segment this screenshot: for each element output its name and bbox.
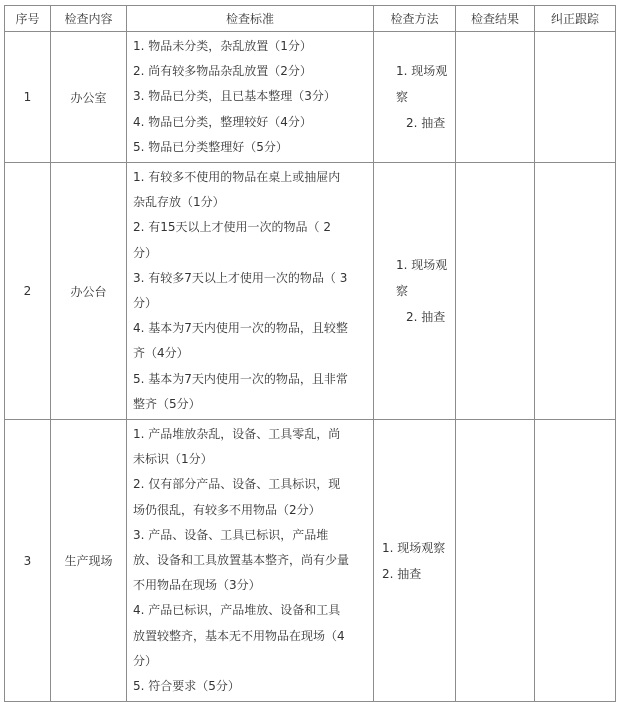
header-criteria: 检查标准 [127, 6, 374, 32]
method-line: 1. 现场观察 [396, 258, 448, 299]
criteria-line: 5. 基本为7天内使用一次的物品，且非常 [133, 371, 348, 386]
criteria-line: 2. 尚有较多物品杂乱放置（2分） [133, 64, 312, 79]
row-method [374, 32, 456, 163]
row-content: 办公台 [51, 163, 127, 420]
row-content: 办公室 [51, 32, 127, 163]
criteria-line: 齐（4分） [133, 346, 189, 361]
row-tracking[interactable] [535, 420, 616, 702]
criteria-line: 2. 仅有部分产品、设备、工具标识，现 [133, 477, 341, 492]
criteria-line: 5. 符合要求（5分） [133, 679, 240, 694]
inspection-table [4, 5, 616, 702]
criteria-line: 放、设备和工具放置基本整齐，尚有少量 [133, 553, 350, 568]
criteria-line: 3. 产品、设备、工具已标识，产品堆 [133, 527, 329, 542]
method-line: 1. 现场观察 [382, 540, 446, 555]
header-row [5, 6, 616, 32]
table-row [5, 420, 616, 702]
row-result[interactable] [456, 420, 535, 702]
method-line: 2. 抽查 [406, 310, 446, 325]
criteria-line: 整齐（5分） [133, 396, 201, 411]
row-number: 3 [5, 420, 51, 702]
criteria-line: 2. 有15天以上才使用一次的物品（ 2 [133, 220, 331, 235]
header-method: 检查方法 [374, 6, 456, 32]
method-line: 2. 抽查 [382, 566, 422, 581]
criteria-line: 分） [133, 653, 158, 668]
header-content: 检查内容 [51, 6, 127, 32]
criteria-line: 杂乱存放（1分） [133, 195, 225, 210]
row-result[interactable] [456, 32, 535, 163]
criteria-line: 分） [133, 296, 158, 311]
row-content: 生产现场 [51, 420, 127, 702]
criteria-line: 放置较整齐，基本无不用物品在现场（4 [133, 628, 345, 643]
criteria-line: 3. 有较多7天以上才使用一次的物品（ 3 [133, 270, 348, 285]
criteria-line: 4. 基本为7天内使用一次的物品，且较整 [133, 321, 348, 336]
criteria-line: 4. 产品已标识，产品堆放、设备和工具 [133, 603, 341, 618]
criteria-line: 场仍很乱，有较多不用物品（2分） [133, 502, 321, 517]
row-method [374, 420, 456, 702]
header-tracking: 纠正跟踪 [535, 6, 616, 32]
criteria-line: 5. 物品已分类整理好（5分） [133, 139, 288, 154]
criteria-line: 1. 产品堆放杂乱，设备、工具零乱，尚 [133, 427, 341, 442]
row-number: 1 [5, 32, 51, 163]
header-no: 序号 [5, 6, 51, 32]
row-criteria [127, 32, 374, 163]
table-row [5, 32, 616, 163]
row-tracking[interactable] [535, 163, 616, 420]
method-line: 1. 现场观察 [396, 64, 448, 104]
row-criteria [127, 163, 374, 420]
criteria-line: 4. 物品已分类，整理较好（4分） [133, 114, 312, 129]
row-criteria [127, 420, 374, 702]
criteria-line: 分） [133, 245, 158, 260]
method-line: 2. 抽查 [406, 116, 446, 130]
row-result[interactable] [456, 163, 535, 420]
criteria-line: 未标识（1分） [133, 452, 213, 467]
row-number: 2 [5, 163, 51, 420]
criteria-line: 1. 有较多不使用的物品在桌上或抽屉内 [133, 170, 341, 185]
table-row [5, 163, 616, 420]
header-result: 检查结果 [456, 6, 535, 32]
criteria-line: 1. 物品未分类，杂乱放置（1分） [133, 39, 312, 53]
criteria-line: 3. 物品已分类，且已基本整理（3分） [133, 89, 336, 104]
criteria-line: 不用物品在现场（3分） [133, 578, 261, 593]
row-tracking[interactable] [535, 32, 616, 163]
row-method [374, 163, 456, 420]
